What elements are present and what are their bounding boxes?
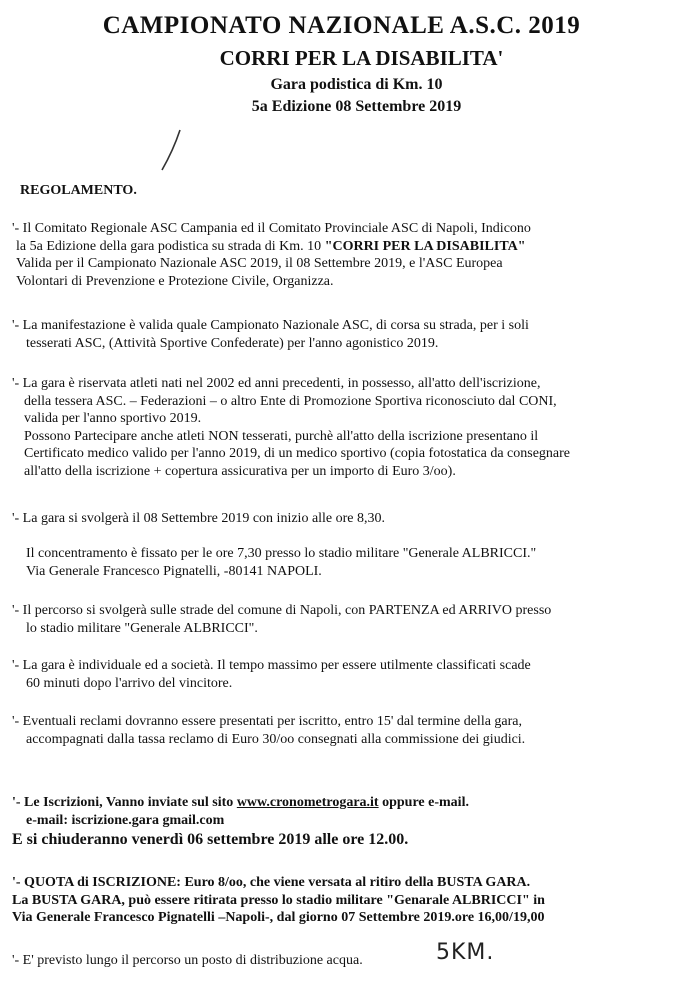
p4-line1: '- La gara si svolgerà il 08 Settembre 2019 con inizio alle ore 8,30. xyxy=(12,511,386,526)
paragraph-fee xyxy=(12,874,545,927)
p10-line3: Via Generale Francesco Pignatelli –Napoli-, dal giorno 07 Settembre 2019.ore 16,00/19,00 xyxy=(12,910,545,925)
document-subtitle: CORRI PER LA DISABILITA' xyxy=(219,46,504,70)
p3-line6: all'atto della iscrizione + copertura assicurativa per un importo di Euro 3/oo). xyxy=(24,463,456,479)
p3-line2: della tessera ASC. – Federazioni – o altro Ente di Promozione Sportiva riconosciuto dal CONI, xyxy=(24,393,557,409)
p3-line5: Certificato medico valido per l'anno 2019, di un medico sportivo (copia fotostatica da consegnare xyxy=(24,446,571,461)
p3-line4: Possono Partecipare anche atleti NON tesserati, purchè all'atto della iscrizione presentano il xyxy=(24,428,539,444)
p8-line2: accompagnati dalla tassa reclamo di Euro 30/oo consegnati alla commissione dei giudici. xyxy=(26,731,526,747)
p10-line2: La BUSTA GARA, può essere ritirata presso lo stadio militare "Genarale ALBRICCI" in xyxy=(12,892,545,908)
p8-line1: '- Eventuali reclami dovranno essere presentati per iscritto, entro 15' dal termine della gara, xyxy=(12,714,523,729)
paragraph-championship xyxy=(12,317,529,352)
p10-line1: '- QUOTA di ISCRIZIONE: Euro 8/oo, che viene versata al ritiro della BUSTA GARA. xyxy=(12,875,531,890)
p3-line3: valida per l'anno sportivo 2019. xyxy=(24,411,202,426)
p6-line2: lo stadio militare "Generale ALBRICCI". xyxy=(26,620,258,636)
handwritten-note: 5KM. xyxy=(436,940,495,965)
paragraph-water-station xyxy=(12,952,363,970)
paragraph-complaints xyxy=(12,713,525,748)
edition-date: 5a Edizione 08 Settembre 2019 xyxy=(251,98,462,115)
p7-line2: 60 minuti dopo l'arrivo del vincitore. xyxy=(26,675,233,691)
registration-deadline: E si chiuderanno venerdì 06 settembre 2019 alle ore 12.00. xyxy=(12,831,409,848)
paragraph-start-time xyxy=(12,510,385,528)
p5-line2: Via Generale Francesco Pignatelli, -80141 NAPOLI. xyxy=(26,563,322,579)
document-title: CAMPIONATO NAZIONALE A.S.C. 2019 xyxy=(102,12,581,39)
p11-line1: '- E' previsto lungo il percorso un posto di distribuzione acqua. xyxy=(12,953,363,968)
p9-line1-tail: oppure e-mail. xyxy=(378,795,469,810)
section-heading: REGOLAMENTO. xyxy=(20,183,137,198)
p1-line2-text: la 5a Edizione della gara podistica su strada di Km. 10 xyxy=(16,238,325,254)
p1-line3: Valida per il Campionato Nazionale ASC 2019, il 08 Settembre 2019, e l'ASC Europea xyxy=(16,256,503,271)
p1-line1: '- Il Comitato Regionale ASC Campania ed il Comitato Provinciale ASC di Napoli, Indicono xyxy=(12,221,531,236)
registration-website-link[interactable]: www.cronometrogara.it xyxy=(236,795,379,810)
registration-email: e-mail: iscrizione.gara gmail.com xyxy=(26,812,225,828)
paragraph-route xyxy=(12,602,551,637)
race-type: Gara podistica di Km. 10 xyxy=(270,76,443,93)
p7-line1: '- La gara è individuale ed a società. Il tempo massimo per essere utilmente classificati scade xyxy=(12,658,531,673)
paragraph-meeting-point xyxy=(26,545,536,580)
race-name-bold: "CORRI PER LA DISABILITA" xyxy=(324,238,526,254)
p9-line1 xyxy=(12,794,469,812)
p2-line1: '- La manifestazione è valida quale Campionato Nazionale ASC, di corsa su strada, per i soli xyxy=(12,318,529,333)
p2-line2: tesserati ASC, (Attività Sportive Confederate) per l'anno agonistico 2019. xyxy=(26,335,439,351)
p3-line1: '- La gara è riservata atleti nati nel 2002 ed anni precedenti, in possesso, all'atto dell'iscrizione, xyxy=(12,376,541,391)
paragraph-eligibility xyxy=(12,375,570,480)
p5-line1: Il concentramento è fissato per le ore 7,30 presso lo stadio militare "Generale ALBRICCI." xyxy=(26,546,537,561)
p1-line4: Volontari di Prevenzione e Protezione Civile, Organizza. xyxy=(16,273,334,289)
paragraph-time-limit xyxy=(12,657,531,692)
paragraph-organizers xyxy=(12,220,531,290)
pen-stroke-mark xyxy=(150,128,190,174)
p9-line1-text: '- Le Iscrizioni, Vanno inviate sul sito xyxy=(12,795,237,810)
p1-line2 xyxy=(12,238,531,256)
paragraph-registration xyxy=(12,794,469,849)
p6-line1: '- Il percorso si svolgerà sulle strade del comune di Napoli, con PARTENZA ed ARRIVO presso xyxy=(12,603,552,618)
